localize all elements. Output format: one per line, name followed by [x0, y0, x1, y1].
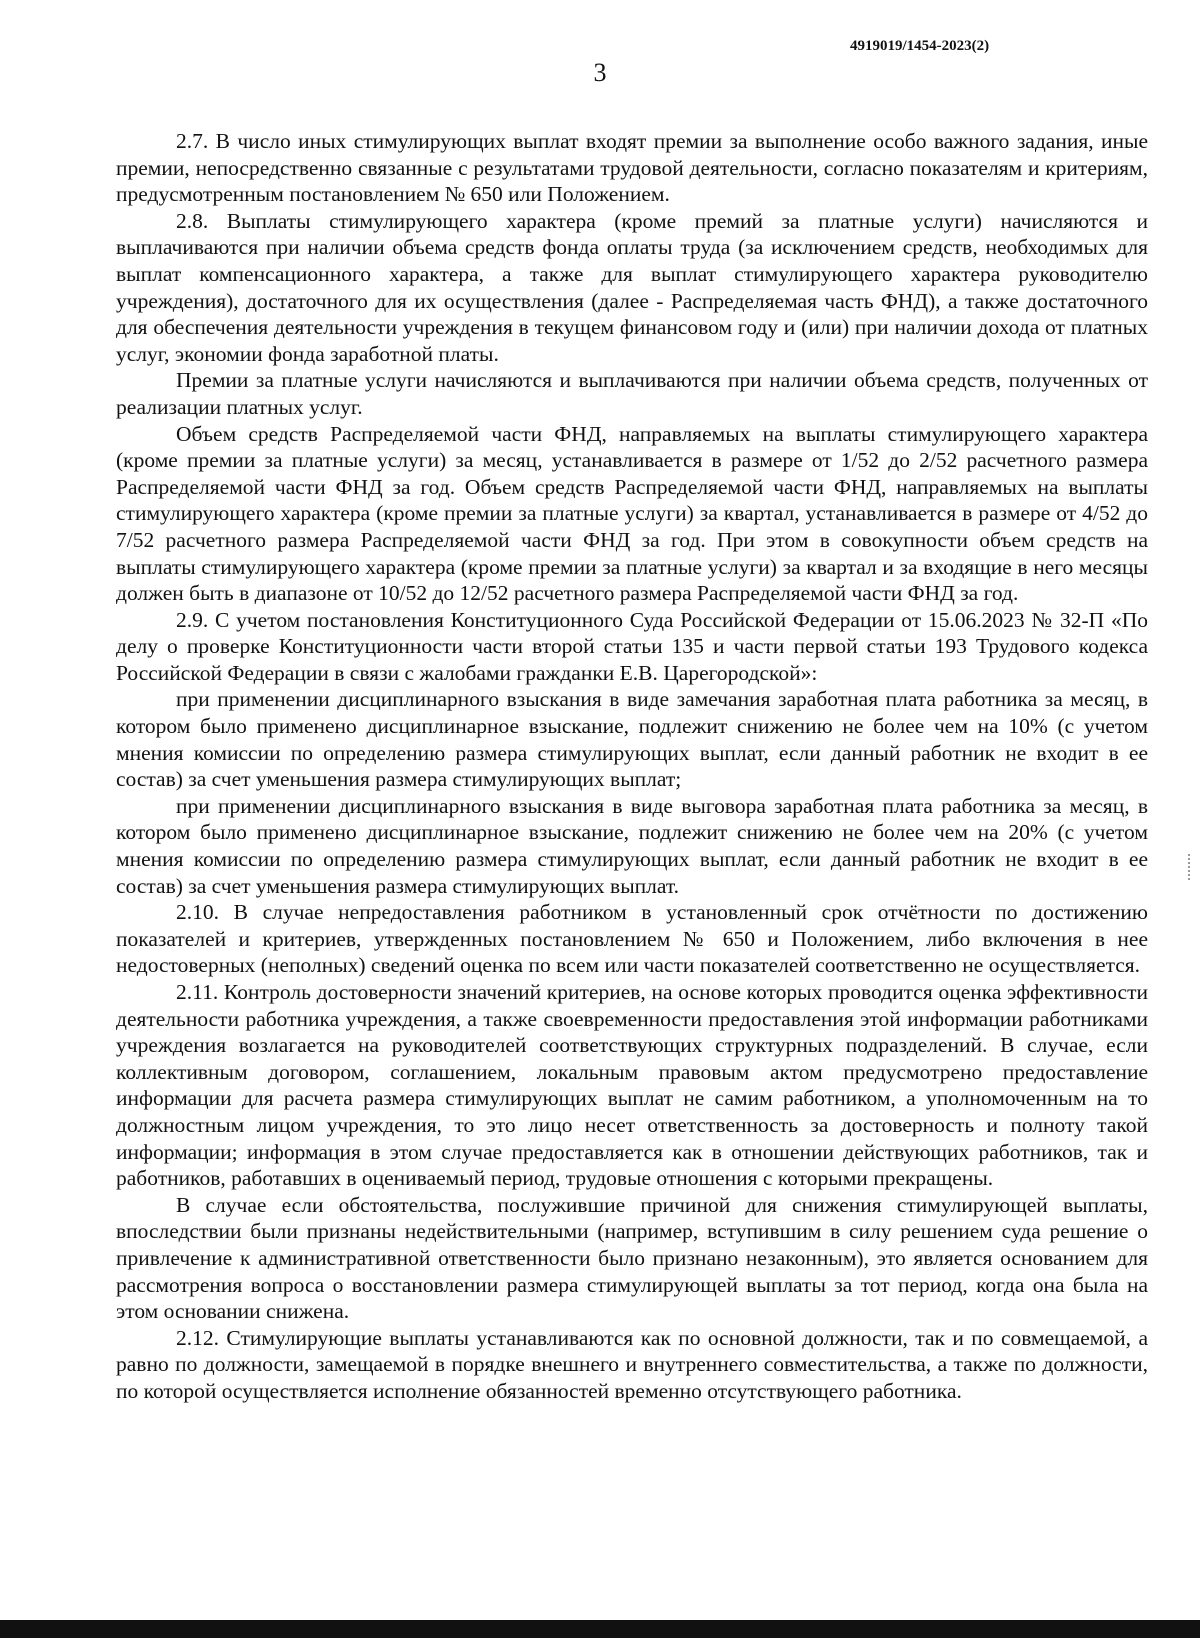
paragraph-2-10: 2.10. В случае непредоставления работником в установленный срок отчётности по достижению показателей и критериев, утвержденных постановлением № 650 и Положением, либо включения в нее недостоверных (неполных) сведений оценка по всем или части показателей соответственно не осуществляется. — [116, 900, 1148, 978]
paragraph-restoration: В случае если обстоятельства, послужившие причиной для снижения стимулирующей выплаты, впоследствии были признаны недействительными (например, вступившим в силу решением суда решение о привлечение к административной ответственности было признано незаконным), это является основанием для рассмотрения вопроса о восстановлении размера стимулирующей выплаты за тот период, когда она была на этом основании снижена. — [116, 1192, 1148, 1324]
paragraph-2-11: 2.11. Контроль достоверности значений критериев, на основе которых проводится оценка эффективности деятельности работника учреждения, а также своевременности предоставления этой информации работниками учреждения возлагается на руководителей соответствующих структурных подразделений. В случае, если коллективным договором, соглашением, локальным правовым актом предусмотрено предоставление информации для расчета размера стимулирующих выплат не самим работником, а уполномоченным на то должностным лицом учреждения, то это лицо несет ответственность за достоверность и полноту такой информации; информация в этом случае предоставляется как в отношении действующих работников, так и работников, работавших в оцениваемый период, трудовые отношения с которыми прекращены. — [116, 980, 1148, 1191]
paragraph-remark-penalty: при применении дисциплинарного взыскания в виде замечания заработная плата работника за месяц, в котором было применено дисциплинарное взыскание, подлежит снижению не более чем на 10% (с учетом мнения комиссии по определению размера стимулирующих выплат, если данный работник не входит в ее состав) за счет уменьшения размера стимулирующих выплат; — [116, 687, 1148, 792]
scan-edge-mark — [1188, 854, 1192, 880]
paragraph-2-7: 2.7. В число иных стимулирующих выплат входят премии за выполнение особо важного задания, иные премии, непосредственно связанные с результатами трудовой деятельности, согласно показателям и критериям, предусмотренным постановлением № 650 или Положением. — [116, 129, 1148, 207]
paragraph-paid-services-bonus: Премии за платные услуги начисляются и выплачиваются при наличии объема средств, полученных от реализации платных услуг. — [116, 368, 1148, 419]
paragraph-2-12: 2.12. Стимулирующие выплаты устанавливаются как по основной должности, так и по совмещаемой, а равно по должности, замещаемой в порядке внешнего и внутреннего совместительства, а также по должности, по которой осуществляется исполнение обязанностей временно отсутствующего работника. — [116, 1325, 1148, 1403]
paragraph-2-8: 2.8. Выплаты стимулирующего характера (кроме премий за платные услуги) начисляются и выплачиваются при наличии объема средств фонда оплаты труда (за исключением средств, необходимых для выплат компенсационного характера, а также для выплат стимулирующего характера руководителю учреждения), достаточного для их осуществления (далее - Распределяемая часть ФНД), а также достаточного для обеспечения деятельности учреждения в текущем финансовом году и (или) при наличии дохода от платных услуг, экономии фонда заработной платы. — [116, 208, 1148, 366]
paragraph-reprimand-penalty: при применении дисциплинарного взыскания в виде выговора заработная плата работника за месяц, в котором было применено дисциплинарное взыскание, подлежит снижению не более чем на 20% (с учетом мнения комиссии по определению размера стимулирующих выплат, если данный работник не входит в ее состав) за счет уменьшения размера стимулирующих выплат. — [116, 793, 1148, 898]
document-number: 4919019/1454-2023(2) — [850, 38, 990, 54]
document-body — [116, 128, 1148, 1405]
scan-bottom-border — [0, 1620, 1200, 1638]
paragraph-2-9: 2.9. С учетом постановления Конституционного Суда Российской Федерации от 15.06.2023 № 32-П «По делу о проверке Конституционности части второй статьи 135 и части первой статьи 193 Трудового кодекса Российской Федерации в связи с жалобами гражданки Е.В. Царегородской»: — [116, 607, 1148, 685]
paragraph-fund-volume: Объем средств Распределяемой части ФНД, направляемых на выплаты стимулирующего характера (кроме премии за платные услуги) за месяц, устанавливается в размере от 1/52 до 2/52 расчетного размера Распределяемой части ФНД за год. Объем средств Распределяемой части ФНД, направляемых на выплаты стимулирующего характера (кроме премии за платные услуги) за квартал, устанавливается в размере от 4/52 до 7/52 расчетного размера Распределяемой части ФНД за год. При этом в совокупности объем средств на выплаты стимулирующего характера (кроме премии за платные услуги) за квартал и за входящие в него месяцы должен быть в диапазоне от 10/52 до 12/52 расчетного размера Распределяемой части ФНД за год. — [116, 421, 1148, 606]
page-number: 3 — [593, 58, 607, 87]
